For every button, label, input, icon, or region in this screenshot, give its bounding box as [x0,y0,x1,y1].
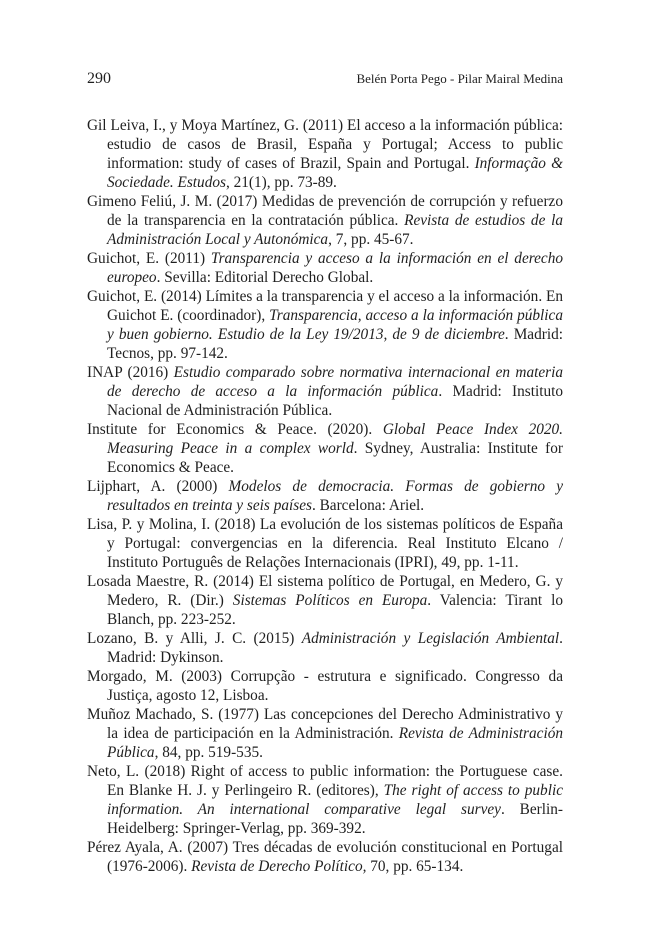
reference-text: Neto, L. (2018) Right of access to public information: the Portuguese case. En Blanke H. J. y Perlingeiro R. (editores), [87,763,563,799]
reference-entry [87,838,563,876]
reference-title: Modelos de democracia. Formas de gobierno y resultados en treinta y seis países [107,478,563,514]
reference-entry [87,629,563,667]
reference-text: Pérez Ayala, A. (2007) Tres décadas de evolución constitucional en Portugal (1976-2006). [87,839,563,875]
reference-title: Transparencia y acceso a la información en el derecho europeo [107,250,563,286]
page-header [87,70,563,88]
reference-details: 70, pp. 65-134. [366,858,464,875]
reference-text: Losada Maestre, R. (2014) El sistema político de Portugal, en Medero, G. y Medero, R. (Dir.) [87,573,563,609]
reference-details: . Madrid: Dykinson. [107,630,563,666]
reference-entry [87,249,563,287]
reference-entry [87,192,563,249]
reference-title: Global Peace Index 2020. Measuring Peace in a complex world [107,421,563,457]
reference-text: INAP (2016) [87,364,174,381]
reference-title: Transparencia, acceso a la información pública y buen gobierno. Estudio de la Ley 19/2013, de 9 de diciembre [107,307,563,343]
reference-details: , 84, pp. 519-535. [154,744,263,761]
reference-title: Administración y Legislación Ambiental [301,630,560,647]
reference-details: . Barcelona: Ariel. [311,497,425,514]
reference-entry [87,515,563,572]
reference-title: Revista de Derecho Político, [191,858,367,875]
reference-text: Guichot, E. (2014) Límites a la transparencia y el acceso a la información. En Guichot E. (coordinador), [87,288,563,324]
reference-entry [87,116,563,192]
reference-details: . Madrid: Instituto Nacional de Administración Pública. [107,383,563,419]
reference-title: The right of access to public information. An international comparative legal survey [107,782,563,818]
reference-entry [87,477,563,515]
reference-title: Informação & Sociedade. Estudos [107,155,563,191]
reference-entry [87,762,563,838]
reference-details: . Valencia: Tirant lo Blanch, pp. 223-252. [107,592,563,628]
reference-title: Revista de Administración Pública [107,725,563,761]
reference-entry [87,363,563,420]
reference-details: , 7, pp. 45-67. [328,231,414,248]
reference-list [87,116,563,876]
reference-title: Revista de estudios de la Administración Local y Autonómica [107,212,563,248]
reference-details: . Berlin-Heidelberg: Springer-Verlag, pp. 369-392. [107,801,563,837]
reference-title: Sistemas Políticos en Europa [232,592,428,609]
reference-text: Lozano, B. y Alli, J. C. (2015) [87,630,302,647]
page-number: 290 [87,70,111,87]
reference-entry [87,667,563,705]
reference-details: . Sevilla: Editorial Derecho Global. [156,269,374,286]
reference-entry [87,572,563,629]
reference-text: Gimeno Feliú, J. M. (2017) Medidas de prevención de corrupción y refuerzo de la transparencia en la contratación pública. [87,193,563,229]
reference-details: . Madrid: Tecnos, pp. 97-142. [107,326,563,362]
reference-text: Gil Leiva, I., y Moya Martínez, G. (2011) El acceso a la información pública: estudio de casos de Brasil, España y Portugal; Access to public information: study of cases of Brazil, Spain and Portugal. [87,117,563,172]
reference-details: , 21(1), pp. 73-89. [225,174,337,191]
reference-text: Muñoz Machado, S. (1977) Las concepciones del Derecho Administrativo y la idea de participación en la Administración. [87,706,563,742]
reference-details: . Sydney, Australia: Institute for Economics & Peace. [107,440,563,476]
reference-entry [87,705,563,762]
reference-text: Institute for Economics & Peace. (2020). [87,421,383,438]
reference-entry [87,287,563,363]
reference-text: Lijphart, A. (2000) [87,478,229,495]
reference-entry [87,420,563,477]
reference-text: Morgado, M. (2003) Corrupção - estrutura e significado. Congresso da Justiça, agosto 12, Lisboa. [87,668,563,704]
reference-text: Lisa, P. y Molina, I. (2018) La evolución de los sistemas políticos de España y Portugal: convergencias en la diferencia. Real Instituto Elcano / Instituto Português de Relações Internacionais (IPRI), 49, pp. 1-11. [87,516,563,571]
reference-title: Estudio comparado sobre normativa internacional en materia de derecho de acceso a la información pública [107,364,563,400]
running-head: Belén Porta Pego - Pilar Mairal Medina [356,71,563,86]
reference-text: Guichot, E. (2011) [87,250,211,267]
